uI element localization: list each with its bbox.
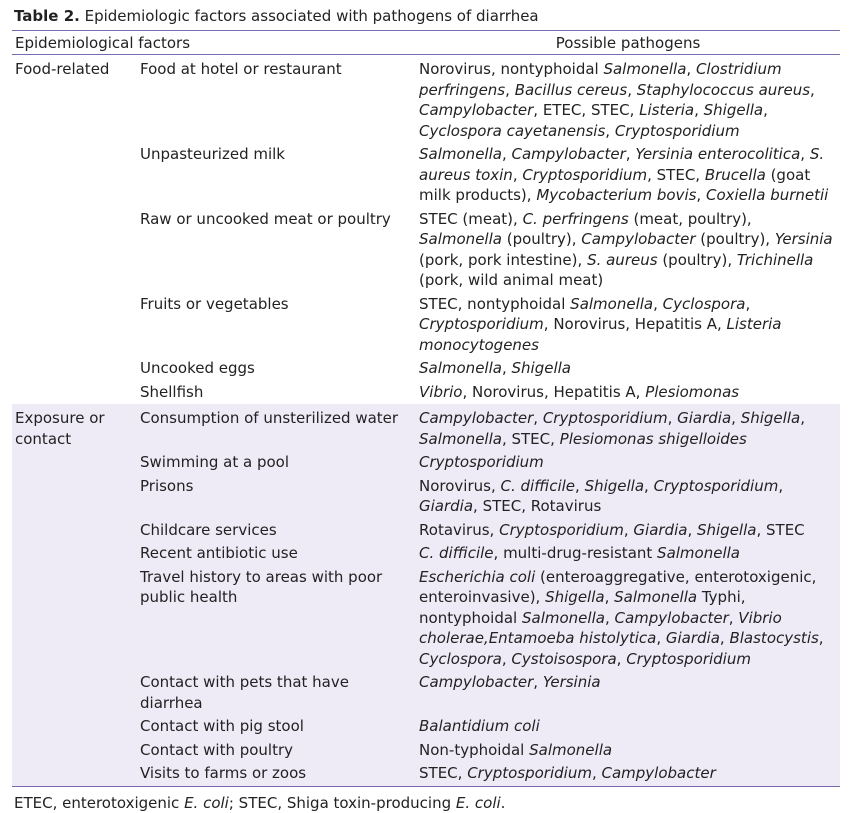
pathogen-text: (pork, wild animal meat) bbox=[419, 271, 604, 289]
pathogen-text: , ETEC, STEC, bbox=[533, 101, 640, 119]
table-row bbox=[12, 381, 840, 405]
pathogen-name: S. aureus bbox=[587, 250, 658, 269]
footnote-text: ETEC, enterotoxigenic bbox=[14, 793, 185, 812]
group-label-cell bbox=[12, 715, 137, 739]
pathogen-text: , Norovirus, Hepatitis A, bbox=[462, 382, 646, 401]
pathogen-name: C. difficile bbox=[500, 476, 576, 495]
factor-cell: Unpasteurized milk bbox=[140, 145, 285, 163]
pathogen-text: , bbox=[800, 409, 805, 427]
pathogen-name: Campylobacter bbox=[419, 673, 534, 691]
pathogen-text: , bbox=[605, 121, 615, 140]
pathogen-text: Norovirus, nontyphoidal bbox=[419, 60, 604, 78]
pathogens-cell bbox=[416, 542, 840, 566]
pathogen-name: Cryptosporidium bbox=[653, 476, 779, 495]
pathogen-text: Norovirus, bbox=[419, 476, 501, 495]
pathogen-name: Yersinia bbox=[774, 230, 833, 248]
pathogen-text: , bbox=[667, 409, 678, 427]
group-label-cell: Exposure or contact bbox=[12, 404, 137, 451]
factor-cell: Food at hotel or restaurant bbox=[140, 60, 342, 78]
epidemiologic-factors-table bbox=[12, 30, 840, 787]
factor-cell: Contact with pig stool bbox=[137, 715, 416, 739]
group-label-cell bbox=[12, 143, 137, 208]
pathogen-name: Salmonella bbox=[419, 230, 502, 248]
pathogen-text: , bbox=[656, 629, 666, 647]
pathogen-text: (poultry), bbox=[657, 250, 737, 269]
pathogens-cell bbox=[416, 55, 840, 144]
pathogen-name: Salmonella bbox=[657, 544, 740, 562]
table-row bbox=[12, 55, 840, 144]
pathogen-name: Giardia bbox=[633, 520, 688, 539]
pathogen-text: , bbox=[686, 60, 696, 78]
footnote-text: ; STEC, Shiga toxin-producing bbox=[228, 793, 456, 812]
pathogen-name: Salmonella bbox=[419, 359, 502, 377]
pathogen-name: Vibrio bbox=[419, 382, 463, 401]
table-row bbox=[12, 404, 840, 451]
pathogen-name: Cyclospora bbox=[662, 294, 746, 313]
group-label-cell bbox=[12, 451, 137, 475]
pathogen-text: , bbox=[745, 294, 751, 313]
pathogen-text: , bbox=[591, 764, 602, 782]
pathogen-text: , bbox=[719, 629, 730, 647]
pathogen-name: Staphylococcus aureus bbox=[636, 80, 811, 99]
group-label-cell bbox=[12, 208, 137, 293]
pathogen-text: , bbox=[501, 359, 512, 377]
pathogens-cell bbox=[416, 381, 840, 405]
pathogen-text: , STEC, bbox=[647, 165, 705, 184]
factor-cell: Recent antibiotic use bbox=[137, 542, 416, 566]
pathogen-name: Vibrio cholerae,Entamoeba histolytica bbox=[419, 608, 782, 647]
pathogen-name: Shigella bbox=[584, 476, 645, 495]
pathogen-name: Giardia bbox=[665, 629, 720, 647]
pathogen-text: , bbox=[533, 409, 543, 427]
table-caption bbox=[14, 6, 840, 26]
pathogen-name: Campylobacter bbox=[581, 230, 696, 248]
pathogen-text: , STEC, Rotavirus bbox=[473, 497, 602, 515]
group-label-cell bbox=[12, 542, 137, 566]
pathogen-name: Salmonella bbox=[529, 740, 613, 759]
pathogen-text: , bbox=[696, 186, 706, 204]
pathogen-name: S. aureus toxin bbox=[419, 145, 825, 184]
pathogen-text: , bbox=[505, 80, 515, 99]
pathogen-text: STEC, bbox=[419, 764, 468, 782]
pathogen-name: Cyclospora cayetanensis bbox=[419, 121, 606, 140]
pathogen-name: Salmonella bbox=[419, 429, 502, 448]
group-label-cell bbox=[12, 762, 137, 786]
pathogen-text: , bbox=[625, 145, 636, 163]
pathogen-name: Cryptosporidium bbox=[614, 121, 740, 140]
pathogen-name: Shigella bbox=[511, 359, 571, 377]
pathogen-text: , bbox=[731, 409, 741, 427]
pathogen-name: Plesiomonas bbox=[645, 382, 740, 401]
pathogen-name: Cryptosporidium bbox=[542, 409, 668, 427]
pathogen-name: Yersinia enterocolitica bbox=[635, 145, 801, 163]
pathogens-cell bbox=[416, 293, 840, 358]
factor-cell: Raw or uncooked meat or poultry bbox=[140, 209, 391, 228]
pathogen-name: Plesiomonas shigelloides bbox=[559, 429, 747, 448]
pathogen-name: Cryptosporidium bbox=[419, 315, 544, 333]
pathogen-text: , bbox=[575, 476, 585, 495]
pathogen-text: (poultry), bbox=[501, 230, 582, 248]
pathogen-text: (poultry), bbox=[695, 230, 775, 248]
table-group bbox=[12, 404, 840, 786]
pathogen-text: Non-typhoidal bbox=[419, 740, 530, 759]
pathogen-name: Bacillus cereus bbox=[514, 80, 628, 99]
pathogen-name: Salmonella bbox=[614, 588, 698, 606]
table-row bbox=[12, 542, 840, 566]
table-row bbox=[12, 143, 840, 208]
footnote-text: . bbox=[500, 793, 506, 812]
table-caption-label: Table 2. bbox=[14, 7, 80, 25]
table-row bbox=[12, 293, 840, 358]
pathogen-name: Mycobacterium bovis bbox=[536, 186, 697, 204]
pathogen-name: Campylobacter bbox=[419, 409, 534, 427]
group-label-cell: Food-related bbox=[15, 60, 110, 78]
group-label-cell bbox=[12, 671, 137, 715]
pathogen-text: (enteroaggregative, enterotoxigenic, enteroinvasive), bbox=[419, 567, 817, 606]
table-footnote bbox=[14, 793, 840, 813]
pathogen-name: Escherichia coli bbox=[419, 567, 536, 586]
pathogen-name: Cryptosporidium bbox=[419, 453, 544, 471]
pathogen-name: C. perfringens bbox=[522, 209, 629, 228]
pathogen-name: Listeria monocytogenes bbox=[419, 315, 782, 354]
pathogen-name: Trichinella bbox=[736, 250, 814, 269]
pathogen-name: Salmonella bbox=[603, 60, 687, 78]
pathogen-name: Blastocystis bbox=[729, 629, 819, 647]
pathogen-text: , bbox=[604, 608, 615, 627]
pathogen-text: , bbox=[763, 101, 768, 119]
factor-cell: Contact with pets that have diarrhea bbox=[137, 671, 416, 715]
factor-cell: Shellfish bbox=[140, 382, 204, 401]
pathogen-text: (pork, pork intestine), bbox=[419, 250, 588, 269]
table-row bbox=[12, 357, 840, 381]
group-label-cell bbox=[12, 566, 137, 672]
pathogen-name: Campylobacter bbox=[419, 101, 534, 119]
pathogens-cell bbox=[416, 357, 840, 381]
pathogen-name: Coxiella burnetii bbox=[705, 186, 829, 204]
pathogen-name: Salmonella bbox=[522, 608, 605, 627]
pathogens-cell bbox=[416, 208, 840, 293]
pathogens-cell bbox=[416, 762, 840, 786]
pathogen-text: , bbox=[644, 476, 654, 495]
pathogen-text: , bbox=[533, 673, 543, 691]
pathogen-text: , bbox=[694, 101, 704, 119]
pathogen-name: Shigella bbox=[696, 520, 757, 539]
pathogen-text: , bbox=[818, 629, 824, 647]
pathogens-cell bbox=[416, 519, 840, 543]
group-label-cell bbox=[12, 381, 137, 405]
table-row bbox=[12, 208, 840, 293]
pathogen-name: Cyclospora bbox=[419, 649, 502, 668]
pathogen-text: , bbox=[501, 145, 512, 163]
factor-cell: Swimming at a pool bbox=[137, 451, 416, 475]
group-label-cell bbox=[12, 293, 137, 358]
pathogen-text: , bbox=[627, 80, 637, 99]
pathogen-name: C. difficile bbox=[419, 544, 494, 562]
footnote-text: E. coli bbox=[455, 793, 501, 812]
table-row bbox=[12, 762, 840, 786]
pathogen-text: (goat milk products), bbox=[419, 165, 811, 204]
pathogen-name: Listeria bbox=[639, 101, 695, 119]
pathogen-text: , bbox=[623, 520, 634, 539]
pathogen-text: , bbox=[778, 476, 784, 495]
footnote-text: E. coli bbox=[184, 793, 229, 812]
pathogen-name: Campylobacter bbox=[601, 764, 716, 782]
pathogen-text: STEC (meat), bbox=[419, 209, 523, 228]
pathogens-cell bbox=[416, 143, 840, 208]
pathogen-name: Giardia bbox=[677, 409, 732, 427]
pathogen-text: , STEC, bbox=[501, 429, 560, 448]
table-row bbox=[12, 566, 840, 672]
group-label-cell bbox=[12, 739, 137, 763]
pathogens-cell bbox=[416, 404, 840, 451]
table-row bbox=[12, 451, 840, 475]
pathogen-text: , bbox=[604, 588, 615, 606]
pathogen-name: Shigella bbox=[703, 101, 764, 119]
pathogen-name: Brucella bbox=[704, 165, 766, 184]
factor-cell: Uncooked eggs bbox=[140, 359, 255, 377]
pathogen-text: , bbox=[687, 520, 697, 539]
table-row bbox=[12, 519, 840, 543]
pathogen-text: , bbox=[728, 608, 739, 627]
pathogen-name: Giardia bbox=[419, 497, 474, 515]
table-group bbox=[12, 55, 840, 405]
header-epidemiological-factors: Epidemiological factors bbox=[12, 31, 416, 55]
pathogen-name: Campylobacter bbox=[511, 145, 626, 163]
pathogen-text: Rotavirus, bbox=[419, 520, 500, 539]
pathogen-text: , bbox=[512, 165, 523, 184]
factor-cell: Contact with poultry bbox=[137, 739, 416, 763]
group-label-cell bbox=[12, 519, 137, 543]
pathogen-text: (meat, poultry), bbox=[628, 209, 752, 228]
pathogen-text: , multi-drug-resistant bbox=[493, 544, 658, 562]
table-caption-text: Epidemiologic factors associated with pathogens of diarrhea bbox=[79, 7, 539, 25]
pathogen-text: , bbox=[501, 649, 512, 668]
table-row bbox=[12, 715, 840, 739]
table-header-row bbox=[12, 31, 840, 55]
pathogen-text: , bbox=[616, 649, 627, 668]
pathogen-name: Cryptosporidium bbox=[522, 165, 648, 184]
pathogens-cell bbox=[416, 715, 840, 739]
factor-cell: Childcare services bbox=[137, 519, 416, 543]
pathogen-name: Clostridium perfringens bbox=[419, 60, 782, 99]
pathogen-text: STEC, nontyphoidal bbox=[419, 294, 571, 313]
table-row bbox=[12, 739, 840, 763]
pathogen-name: Cryptosporidium bbox=[499, 520, 624, 539]
factor-cell: Visits to farms or zoos bbox=[137, 762, 416, 786]
pathogen-name: Campylobacter bbox=[614, 608, 729, 627]
header-possible-pathogens: Possible pathogens bbox=[416, 31, 840, 55]
table-row bbox=[12, 671, 840, 715]
pathogen-name: Salmonella bbox=[419, 145, 502, 163]
pathogens-cell bbox=[416, 475, 840, 519]
pathogen-name: Yersinia bbox=[542, 673, 601, 691]
pathogen-text: Typhi, nontyphoidal bbox=[419, 588, 746, 627]
pathogen-text: , bbox=[653, 294, 663, 313]
pathogen-text: , Norovirus, Hepatitis A, bbox=[543, 315, 727, 333]
pathogens-cell bbox=[416, 566, 840, 672]
pathogen-name: Salmonella bbox=[570, 294, 654, 313]
pathogens-cell bbox=[416, 451, 840, 475]
table-row bbox=[12, 475, 840, 519]
group-label-cell bbox=[12, 357, 137, 381]
pathogen-text: , bbox=[810, 80, 815, 99]
pathogen-text: , STEC bbox=[756, 520, 805, 539]
group-label-cell bbox=[12, 475, 137, 519]
pathogen-name: Shigella bbox=[740, 409, 801, 427]
pathogen-text: , bbox=[800, 145, 810, 163]
factor-cell: Travel history to areas with poor public health bbox=[137, 566, 416, 672]
pathogen-name: Balantidium coli bbox=[419, 717, 540, 735]
pathogen-name: Shigella bbox=[545, 588, 605, 606]
factor-cell: Consumption of unsterilized water bbox=[137, 404, 416, 451]
pathogen-name: Cystoisospora bbox=[511, 649, 617, 668]
pathogens-cell bbox=[416, 739, 840, 763]
pathogen-name: Cryptosporidium bbox=[467, 764, 592, 782]
factor-cell: Prisons bbox=[137, 475, 416, 519]
factor-cell: Fruits or vegetables bbox=[140, 294, 289, 313]
pathogen-name: Cryptosporidium bbox=[626, 649, 751, 668]
pathogens-cell bbox=[416, 671, 840, 715]
